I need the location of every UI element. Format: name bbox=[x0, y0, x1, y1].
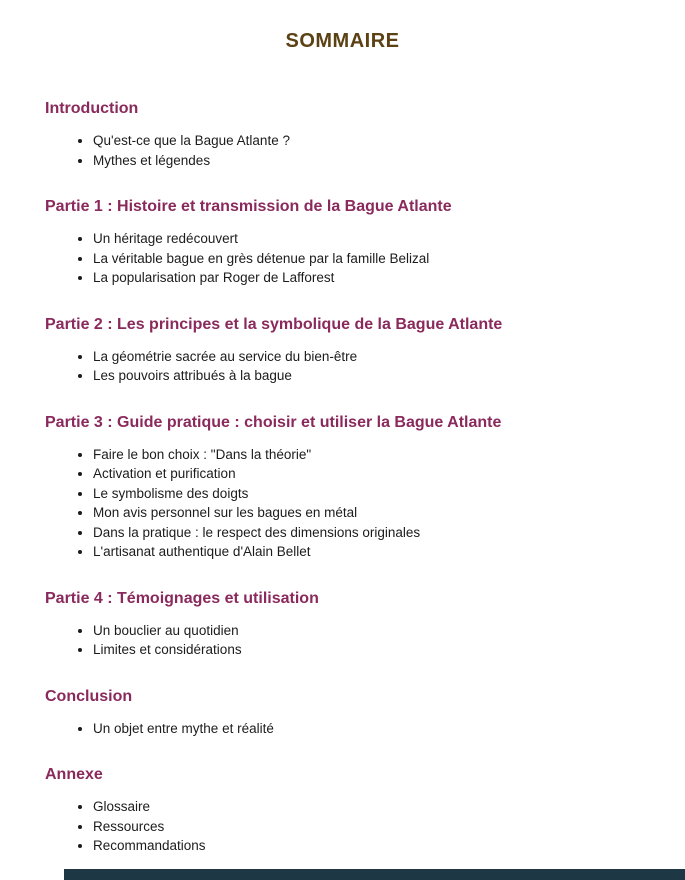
section-heading: Introduction bbox=[45, 100, 139, 117]
list-item: • Mythes et légendes bbox=[93, 154, 640, 168]
section-heading: Partie 1 : Histoire et transmission de la Bague Atlante bbox=[45, 198, 452, 215]
list-item: • Le symbolisme des doigts bbox=[93, 487, 640, 501]
toc-section-conclusion bbox=[45, 687, 640, 736]
list-item: • Les pouvoirs attribués à la bague bbox=[93, 369, 640, 383]
toc-section-partie-2 bbox=[45, 315, 640, 383]
section-list bbox=[45, 350, 640, 383]
list-item: • Mon avis personnel sur les bagues en métal bbox=[93, 506, 640, 520]
section-heading: Partie 4 : Témoignages et utilisation bbox=[45, 589, 319, 607]
list-item: • La géométrie sacrée au service du bien-être bbox=[93, 350, 640, 364]
toc-section-partie-4 bbox=[45, 589, 640, 657]
list-item: • Recommandations bbox=[93, 839, 640, 853]
section-list bbox=[45, 624, 640, 657]
list-item: • Limites et considérations bbox=[93, 643, 640, 657]
section-heading: Partie 2 : Les principes et la symbolique de la Bague Atlante bbox=[45, 315, 503, 333]
section-list bbox=[45, 800, 640, 853]
list-item: • Un héritage redécouvert bbox=[93, 232, 640, 246]
section-list bbox=[45, 134, 640, 167]
toc-section-annexe bbox=[45, 765, 640, 853]
toc-section-partie-1 bbox=[45, 197, 640, 285]
next-page-edge bbox=[64, 869, 685, 880]
list-item: • Ressources bbox=[93, 820, 640, 834]
list-item: • La véritable bague en grès détenue par la famille Belizal bbox=[93, 252, 640, 266]
list-item: • Glossaire bbox=[93, 800, 640, 814]
toc-section-introduction bbox=[45, 99, 640, 167]
section-list bbox=[45, 722, 640, 736]
list-item: • Un objet entre mythe et réalité bbox=[93, 722, 640, 736]
list-item: • Dans la pratique : le respect des dimensions originales bbox=[93, 526, 640, 540]
section-list bbox=[45, 448, 640, 559]
list-item: • Qu'est-ce que la Bague Atlante ? bbox=[93, 134, 640, 148]
section-heading: Annexe bbox=[45, 766, 103, 783]
list-item: • Un bouclier au quotidien bbox=[93, 624, 640, 638]
section-heading: Partie 3 : Guide pratique : choisir et utiliser la Bague Atlante bbox=[45, 413, 502, 431]
list-item: • L'artisanat authentique d'Alain Bellet bbox=[93, 545, 640, 559]
list-item: • La popularisation par Roger de Lafforest bbox=[93, 271, 640, 285]
section-list bbox=[45, 232, 640, 285]
section-heading: Conclusion bbox=[45, 687, 133, 705]
list-item: • Activation et purification bbox=[93, 467, 640, 481]
page-title: SOMMAIRE bbox=[285, 30, 400, 52]
list-item: • Faire le bon choix : "Dans la théorie" bbox=[93, 448, 640, 462]
toc-section-partie-3 bbox=[45, 413, 640, 559]
